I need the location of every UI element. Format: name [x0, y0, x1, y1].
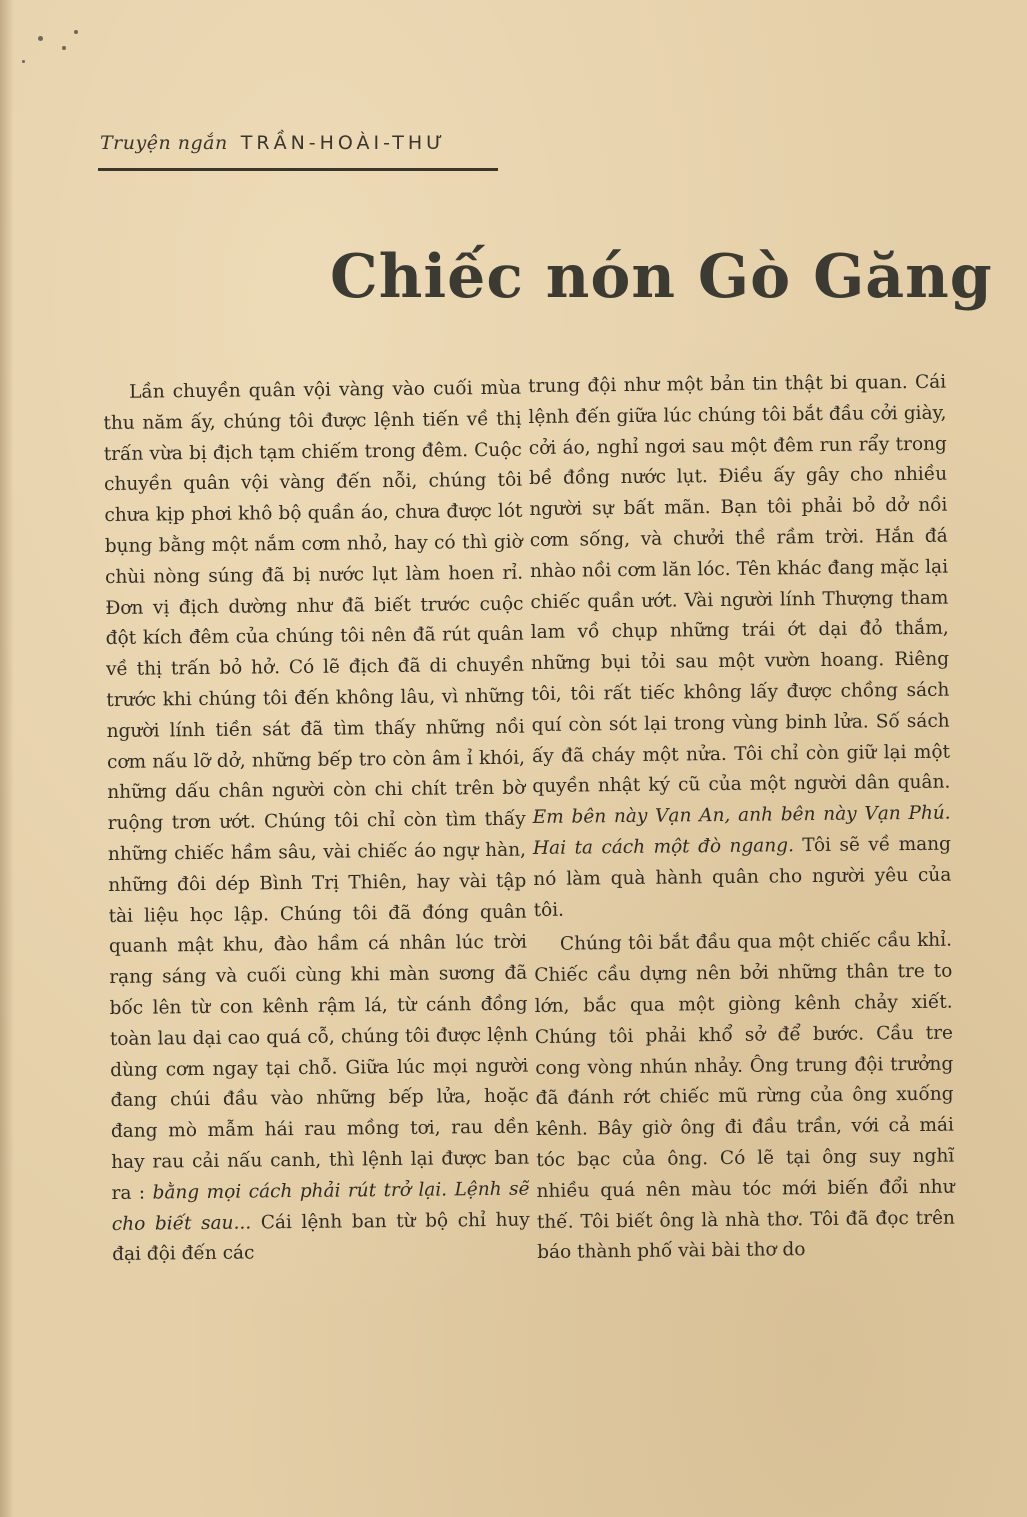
paragraph	[528, 368, 952, 927]
paragraph-text: trung đội như một bản tin thật bi quan. Cái lệnh đến giữa lúc chúng tôi bắt đầu cởi giày, cởi áo, nghỉ ngơi sau một đêm run rẩy trong bề đồng nước lụt. Điều ấy gây cho nhiều người sự bất mãn. Bạn tôi phải bỏ dở nồi cơm sống, và chưởi thề rầm trời. Hắn đá nhào nồi cơm lăn lóc. Tên khác đang mặc lại chiếc quần ướt. Vài người lính Thượng tham lam vồ chụp những trái ớt dại đỏ thắm, những bụi tỏi sau một vườn hoang. Riêng tôi, tôi rất tiếc không lấy được chồng sách quí còn sót lại trong vùng binh lửa. Số sách ấy đã cháy một nửa. Tôi chỉ còn giữ lại một quyền nhật ký cũ của một người dân quân.	[528, 371, 951, 798]
byline	[100, 132, 446, 154]
ink-speck	[22, 60, 25, 63]
byline-author: TRẦN-HOÀI-THƯ	[240, 132, 447, 154]
page-edge-shadow	[0, 0, 14, 1517]
story-title: Chiếc nón Gò Găng	[330, 242, 993, 312]
text-column-right	[528, 368, 955, 1269]
ink-speck	[62, 46, 66, 50]
ink-speck	[74, 30, 78, 34]
paragraph	[534, 926, 956, 1269]
folk-verse-text: Em bên này Vạn An, anh bên này Vạn Phú. Hai ta cách một đò ngang.	[532, 802, 951, 859]
paragraph-text: Chúng tôi bắt đầu qua một chiếc cầu khỉ. Chiếc cầu dựng nên bởi những thân tre to lớn, bắc qua một giòng kênh chảy xiết. Chúng tôi phải khổ sở để bước. Cầu tre cong vòng nhún nhảy. Ông trung đội trưởng đã đánh rớt chiếc mũ rừng của ông xuống kênh. Bây giờ ông đi đầu trần, với cả mái tóc bạc của ông. Có lẽ tại ông suy nghĩ nhiều quá nên màu tóc mới biến đổi như thế. Tôi biết ông là nhà thơ. Tôi đã đọc trên báo thành phố vài bài thơ do	[534, 929, 955, 1264]
paragraph-text: Cái lệnh ban từ bộ chỉ huy đại đội đến các	[112, 1209, 530, 1266]
paragraph-text: Tôi sẽ về mang nó làm quà hành quân cho người yêu của tôi.	[533, 833, 952, 921]
text-column-left	[103, 374, 530, 1271]
byline-kind: Truyện ngắn	[100, 132, 228, 154]
byline-underline	[98, 168, 498, 171]
order-quote-text: bằng mọi cách phải rút trở lại. Lệnh sẽ cho biết sau...	[111, 1178, 530, 1235]
paragraph	[103, 374, 530, 1271]
paragraph-text: Lần chuyền quân vội vàng vào cuối mùa thu năm ấy, chúng tôi được lệnh tiến về thị trấn vừa bị địch tạm chiếm trong đêm. Cuộc chuyền quân vội vàng đến nỗi, chúng tôi chưa kịp phơi khô bộ quần áo, chưa được lót bụng bằng một nắm cơm nhỏ, hay có thì giờ chùi nòng súng đã bị nước lụt làm hoen rỉ. Đơn vị địch dường như đã biết trước cuộc đột kích đêm của chúng tôi nên đã rút quân về thị trấn bỏ hở. Có lẽ địch đã di chuyền trước khi chúng tôi đến không lâu, vì những người lính tiền sát đã tìm thấy những nồi cơm nấu lỡ dở, những bếp tro còn âm ỉ khói, những dấu chân người còn chi chít trên bờ ruộng trơn ướt. Chúng tôi chỉ còn tìm thấy những chiếc hầm sâu, vài chiếc áo ngự hàn, những đôi dép Bình Trị Thiên, hay vài tập tài liệu học lập. Chúng tôi đã đóng quân quanh mật khu, đào hầm cá nhân lúc trời rạng sáng và cuối cùng khi màn sương đã bốc lên từ con kênh rậm lá, từ cánh đồng toàn lau dại cao quá cỗ, chúng tôi được lệnh dùng cơm ngay tại chỗ. Giữa lúc mọi người đang chúi đầu vào những bếp lửa, hoặc đang mò mẫm hái rau mồng tơi, rau dền hay rau cải nấu canh, thì lệnh lại được ban ra :	[103, 377, 530, 1204]
ink-speck	[38, 36, 43, 41]
